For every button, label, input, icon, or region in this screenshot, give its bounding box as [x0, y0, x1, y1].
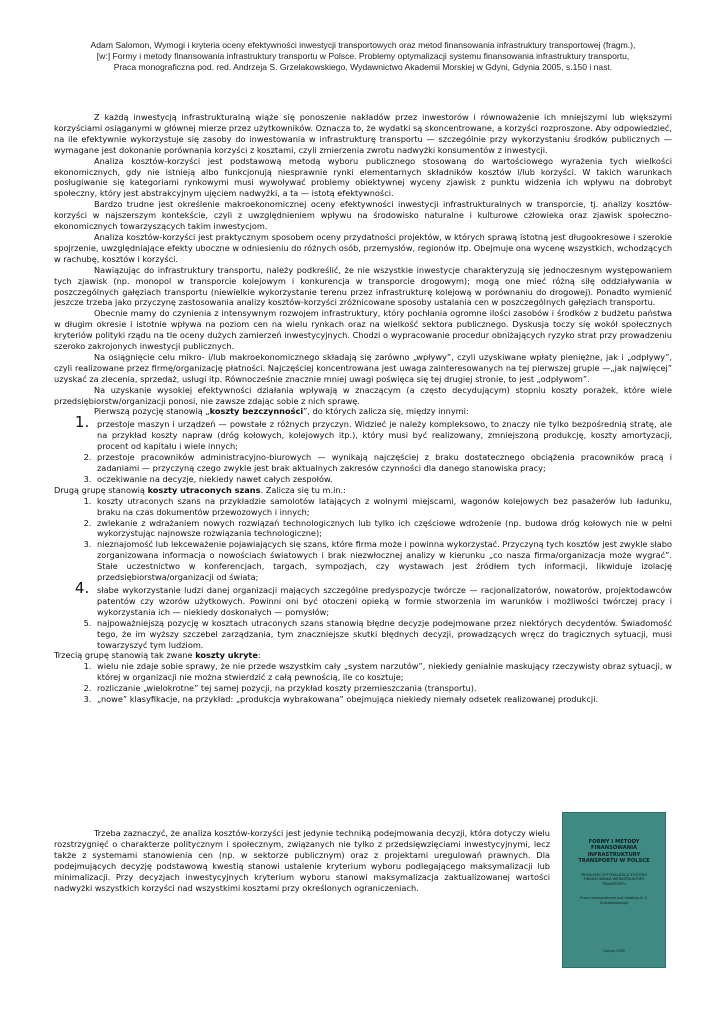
list-item: 1. przestoje maszyn i urządzeń — powstałe z różnych przyczyn. Widzieć je należy kompleksowo, to znaczy nie tylko bezpośrednią stratę, ale na przykład koszty napraw (dróg kołowych, kolejowych itp.), który musi być realizowany, zmniejszoną produkcję, koszty amortyzacji, procent od kapitału i wiele innych; — [94, 417, 672, 452]
citation-line-1: Adam Salomon, Wymogi i kryteria oceny efektywności inwestycji transportowych oraz metod finansowania infrastruktury transportowej (fragm.), — [90, 40, 636, 50]
book-city: Gdynia 2005 — [603, 949, 625, 953]
group1-intro: Pierwszą pozycję stanowią „koszty bezczynności”, do których zalicza się, między innymi: — [94, 406, 469, 417]
book-editor: Praca monograficzna pod redakcją A. S. Grzelakowskiego — [580, 896, 648, 905]
group3-intro: Trzecią grupę stanowią tak zwane koszty ukryte: — [54, 650, 261, 661]
list-item: 5. najpoważniejszą pozycję w kosztach utraconych szans stanowią błędne decyzje podejmowane przez niektórych decydentów. Świadomość tego, że im wyższy szczebel zarządzania, tym znaczniejsze skutki błędnych decyzji, prowadzących wręcz do tragicznych sytuacji, musi towarzyszyć tym ludziom. — [94, 618, 672, 651]
book-title: FORMY I METODY FINANSOWANIA INFRASTRUKTURY TRANSPORTU W POLSCE — [578, 839, 650, 865]
list-item: 1. koszty utraconych szans na przykładzie samolotów latających z wolnymi miejscami, wagonów kolejowych bez pasażerów lub ładunku, braku na czas dokumentów przewozowych i innych; — [94, 496, 672, 518]
list-item: 1. wielu nie zdaje sobie sprawy, że nie przede wszystkim cały „system narzutów”, niekiedy genialnie maskujący rzeczywisty obraz sytuacji, w której w organizacji nie można stwierdzić z całą pewnością, ile co kosztuje; — [94, 661, 672, 683]
group2-list — [54, 496, 672, 651]
list-item: 2. przestoje pracowników administracyjno-biurowych — wynikają najczęściej z braku dostatecznego obciążenia pracowników pracą i zadaniami — przyczyną czego zwykle jest brak aktualnych zakresów czynności dla danego stanowiska pracy; — [94, 452, 672, 474]
paragraph: Nawiązując do infrastruktury transportu, należy podkreślić, że nie wszystkie inwestycje charakteryzują się jednoczesnym występowaniem tych zjawisk (np. monopol w transporcie kolejowym i konkurencja w transporcie drogowym); mogą one mieć różną siłę oddziaływania w poszczególnych gałęziach transportu (niewielkie wykorzystanie terenu przez infrastrukturę kolejową w porównaniu do drogowej). Ponadto wymienić jeszcze trzeba jako przyczynę zastosowania analizy kosztów-korzyści zróżnicowane sposoby ustalania cen w poszczególnych gałęziach transportu. — [54, 264, 672, 308]
list-item: 3. „nowe” klasyfikacje, na przykład: „produkcja wybrakowana” obejmująca niekiedy niemały odsetek realizowanej produkcji. — [94, 694, 672, 705]
paragraph: Na osiągnięcie celu mikro- i/lub makroekonomicznego składają się zarówno „wpływy”, czyli uzyskiwane wpłaty pieniężne, jak i „odpływy”, czyli realizowane przez firmę/organizację płatności. Najczęściej koncentrowana jest uwaga zainteresowanych na tej pierwszej grupie —„jak najwięcej” uzyskać za zlecenia, sprzedaż, usługi itp. Równocześnie znacznie mniej uwagi poświęca się tej drugiej stronie, to jest „odpływom”. — [54, 351, 672, 384]
citation-line-2: [w:] Formy i metody finansowania infrastruktury transportu w Polsce. Problemy optymalizacji systemu finansowania infrastruktury transportu, — [96, 51, 630, 62]
article-body — [54, 112, 672, 705]
citation-header — [40, 40, 686, 74]
citation-line-3: Praca monograficzna pod. red. Andrzeja S. Grzelakowskiego, Wydawnictwo Akademii Morskiej w Gdyni, Gdynia 2005, s.150 i nast. — [113, 62, 613, 73]
group2-heading: koszty utraconych szans — [147, 484, 261, 495]
list-item: 4. słabe wykorzystanie ludzi danej organizacji mających szczególne predyspozycje twórcze — racjonalizatorów, nowatorów, projektodawców patentów czy wzorów użytkowych. Powinni oni być otoczeni opieką w formie stworzenia im warunków i możliwości twórczej pracy i wykorzystania ich — niekiedy doskonałych — pomysłów; — [94, 583, 672, 618]
group1-list — [54, 417, 672, 484]
closing-section — [54, 828, 550, 893]
final-paragraph: Trzeba zaznaczyć, że analiza kosztów-korzyści jest jedynie techniką podejmowania decyzji, która dotyczy wielu rozstrzygnięć o charakterze politycznym i społecznym, związanych nie tylko z przedsięwzięciami inwestycyjnymi, lecz także z systemami stanowienia cen (np. w sektorze publicznym) oraz z projektami uregulowań prawnych. Dla podejmujących decyzję podstawową kwestią stanowi ustalenie kryterium wyboru podlegającego maksymalizacji lub minimalizacji. Przy decyzjach inwestycyjnych kryterium wyboru stanowi maksymalizacja zaktualizowanej wartości nadwyżki wszystkich korzyści nad wszystkimi kosztami przy określonych ograniczeniach. — [54, 828, 550, 893]
list-item: 2. zwlekanie z wdrażaniem nowych rozwiązań technologicznych lub tylko ich częściowe wdrożenie (np. budowa dróg kołowych nie w pełni wykorzystując najnowsze rozwiązania technologiczne); — [94, 518, 672, 540]
group2-intro: Drugą grupę stanowią koszty utraconych szans. Zalicza się tu m.in.: — [54, 484, 346, 495]
paragraph: Na uzyskanie wysokiej efektywności działania wpływają w znaczącym (a często decydującym) stopniu koszty porażek, które wiele przedsiębiorstw/organizacji ponosi, nie zawsze zdając sobie z nich sprawę. — [54, 384, 672, 406]
list-item: 3. oczekiwanie na decyzje, niekiedy nawet całych zespołów. — [94, 474, 672, 485]
paragraph: Obecnie mamy do czynienia z intensywnym rozwojem infrastruktury, który pochłania ogromne ilości zasobów i środków z budżetu państwa w długim okresie i istotnie wpływa na poziom cen na wielu rynkach oraz na wielkość sektora publicznego. Dyskusja toczy się wokół społecznych kryteriów polityki rządu na tle oceny dużych zamierzeń inwestycyjnych. Chodzi o wypracowanie procedur obniżających ryzyko strat przy prowadzeniu szeroko zakrojonych inwestycji publicznych. — [54, 308, 672, 352]
group3-list — [54, 661, 672, 705]
group1-heading: koszty bezczynności — [209, 406, 304, 417]
group3-heading: koszty ukryte — [195, 650, 258, 661]
book-cover-image — [562, 812, 666, 968]
list-item: 2. rozliczanie „wielokrotne” tej samej pozycji, na przykład koszty przemieszczania (transportu). — [94, 683, 672, 694]
paragraph: Analiza kosztów-korzyści jest praktycznym sposobem oceny przydatności projektów, w których sprawą istotną jest długookresowe i szerokie spojrzenie, uwzględniające efekty uboczne w odniesieniu do różnych osób, przemysłów, regionów itp. Obejmuje ona wycenę wszystkich, wchodzących w rachubę, kosztów i korzyści. — [54, 231, 673, 264]
paragraph: Z każdą inwestycją infrastrukturalną wiąże się ponoszenie nakładów przez inwestorów i równoważenie ich mniejszymi lub większymi korzyściami osiąganymi w głównej mierze przez użytkowników. Oznacza to, że wydatki są skoncentrowane, a korzyści rozproszone. Aby odpowiedzieć, na ile efektywnie wykorzystuje się zasoby do inwestowania w infrastrukturę transportu — szczególnie przy wykorzystaniu środków publicznych — wymagane jest dokonanie porównania korzyści z kosztami, czyli zmierzenia zwrotu nadwyżki konsumentów z inwestycji. — [54, 112, 672, 155]
list-item: 3. nieznajomość lub lekceważenie pojawiających się szans, które firma może i powinna wykorzystać. Przyczyną tych kosztów jest zwykle słabo zorganizowana informacja o nowościach światowych i brak niezwłocznej analizy w kierunku „co nasza firma/organizacja może wygrać”. Stałe uczestnictwo w konferencjach, targach, sympozjach, czy wystawach jest źródłem tych informacji, likwiduje izolację przedsiębiorstwa/organizacji od świata; — [94, 539, 672, 583]
book-subtitle: PROBLEMY OPTYMALIZACJI SYSTEMU FINANSOWANIA INFRASTRUKTURY TRANSPORTU — [580, 872, 648, 886]
paragraph: Analiza kosztów-korzyści jest podstawową metodą wyboru publicznego stosowaną do wartościowego wyrażenia tych wielkości ekonomicznych, gdy nie istnieją albo funkcjonują niesprawnie rynki elementarnych składników kosztów i/lub korzyści. W takich warunkach posługiwanie się kategoriami rynkowymi musi wywoływać problemy obiektywnej wyceny zjawisk z punktu widzenia ich wpływu na dobrobyt społeczny, który jest abstrakcyjnym ujęciem nadwyżki, a ta — istotą efektywności. — [54, 155, 672, 199]
paragraph: Bardzo trudne jest określenie makroekonomicznej oceny efektywności inwestycji infrastrukturalnych w transporcie, tj. analizy kosztów-korzyści w najszerszym kontekście, czyli z uwzględnieniem wpływu na środowisko naturalne i kulturowe człowieka oraz zjawisk społeczno-ekonomicznych towarzyszących takim inwestycjom. — [54, 199, 672, 232]
